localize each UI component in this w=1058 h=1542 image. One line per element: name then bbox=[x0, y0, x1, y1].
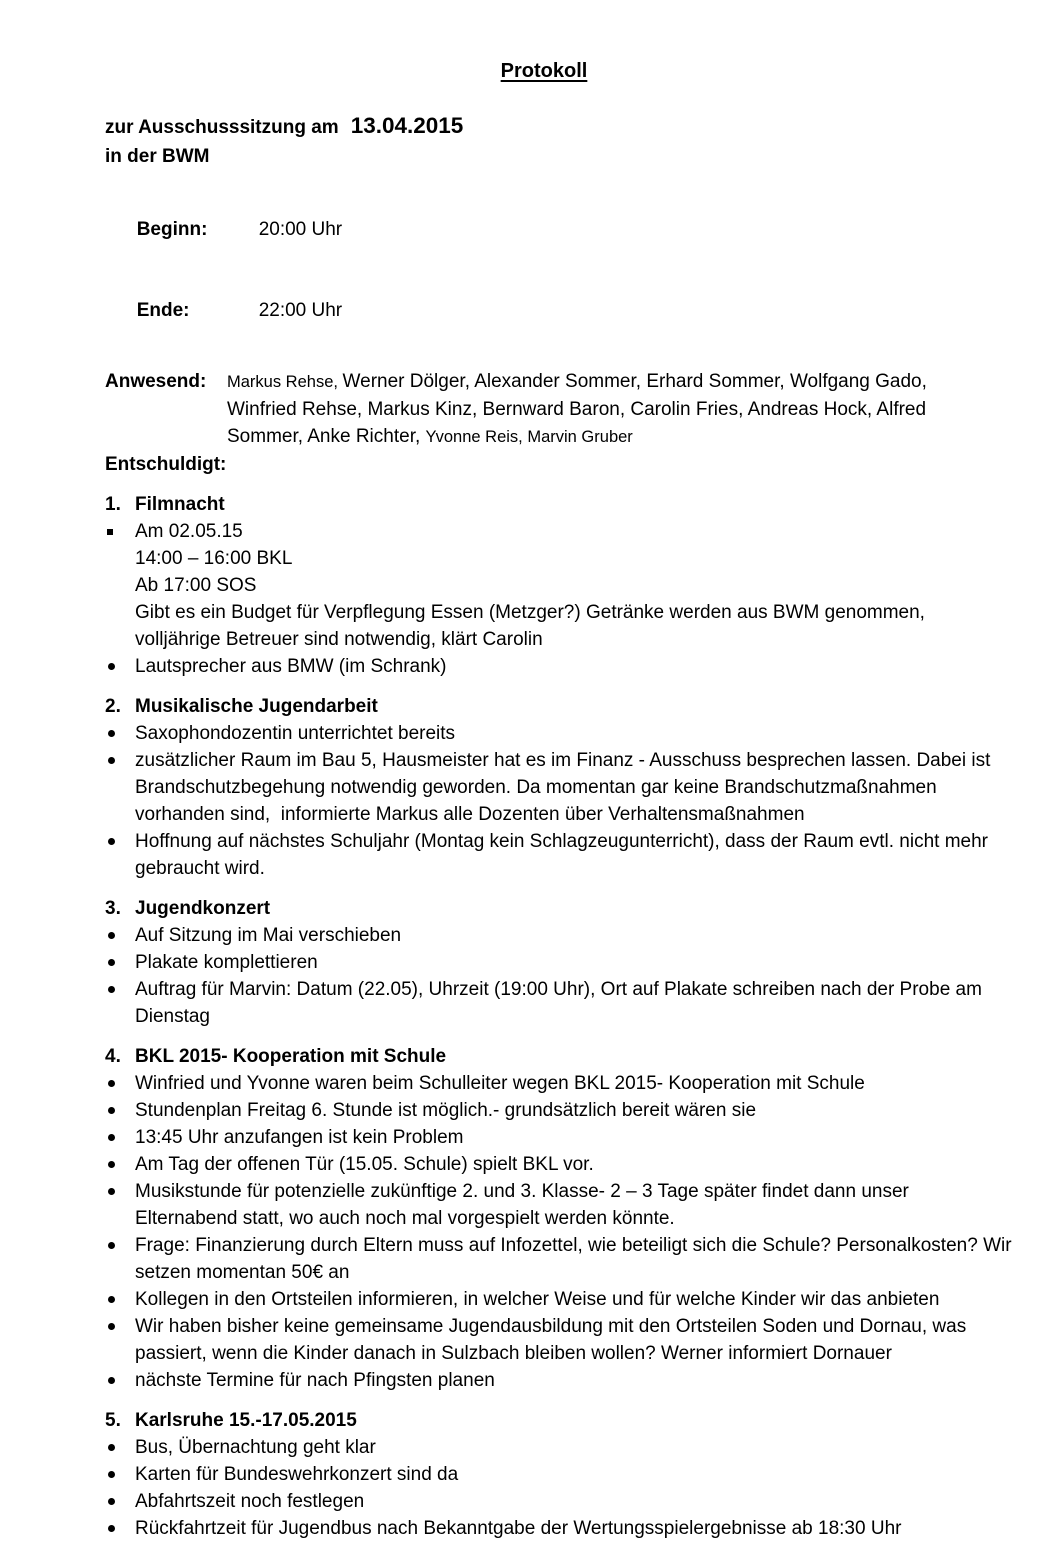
bullet-item bbox=[105, 1367, 1003, 1394]
bullet-item-line: Bus, Übernachtung geht klar bbox=[135, 1437, 376, 1458]
bullet-marker-column bbox=[105, 720, 135, 747]
bullet-dot-marker bbox=[108, 838, 115, 845]
bullet-marker-column bbox=[105, 1232, 135, 1286]
bullet-marker-column bbox=[105, 1286, 135, 1313]
bullet-marker-column bbox=[105, 1367, 135, 1394]
bullet-item-line: 13:45 Uhr anzufangen ist kein Problem bbox=[135, 1127, 464, 1148]
bullet-item-line: passiert, wenn die Kinder danach in Sulzbach bleiben wollen? Werner informiert Dornauer bbox=[135, 1343, 892, 1364]
bullet-item bbox=[105, 1515, 1003, 1542]
bullet-dot-marker bbox=[108, 1471, 115, 1478]
bullet-marker-column bbox=[105, 1488, 135, 1515]
ende-value: 22:00 Uhr bbox=[258, 300, 343, 321]
bullet-dot-marker bbox=[108, 663, 115, 670]
section-number: 1. bbox=[105, 494, 121, 515]
bullet-dot-marker bbox=[108, 1525, 115, 1532]
bullet-item-line: Brandschutzbegehung notwendig geworden. Da momentan gar keine Brandschutzmaßnahmen bbox=[135, 777, 937, 798]
bullet-item-line: Am Tag der offenen Tür (15.05. Schule) spielt BKL vor. bbox=[135, 1154, 594, 1175]
bullet-item-line: Rückfahrtzeit für Jugendbus nach Bekanntgabe der Wertungsspielergebnisse ab 18:30 Uhr bbox=[135, 1518, 902, 1539]
bullet-item-line: setzen momentan 50€ an bbox=[135, 1262, 350, 1283]
attendee-line bbox=[227, 423, 927, 451]
bullet-item-text bbox=[135, 1313, 966, 1367]
bullet-marker-column bbox=[105, 747, 135, 828]
bullet-item-text bbox=[135, 1461, 458, 1488]
bullet-marker-column bbox=[105, 518, 135, 653]
bullet-item-line: Hoffnung auf nächstes Schuljahr (Montag kein Schlagzeugunterricht), dass der Raum evtl. nicht mehr bbox=[135, 831, 988, 852]
bullet-item bbox=[105, 1286, 1003, 1313]
bullet-item-text bbox=[135, 518, 925, 653]
beginn-label: Beginn: bbox=[136, 219, 208, 240]
attendee-name-part: Markus Rehse, bbox=[227, 373, 343, 391]
bullet-dot-marker bbox=[108, 1080, 115, 1087]
bullet-item-text bbox=[135, 1434, 376, 1461]
bullet-item-line: Ab 17:00 SOS bbox=[135, 575, 257, 596]
anwesend-label: Anwesend: bbox=[105, 371, 207, 392]
attendance-block bbox=[105, 368, 1003, 478]
bullet-item-line: Frage: Finanzierung durch Eltern muss auf Infozettel, wie beteiligt sich die Schule? Personalkosten? Wir bbox=[135, 1235, 1012, 1256]
section-heading bbox=[105, 491, 1003, 518]
attendee-line bbox=[227, 396, 927, 423]
bullet-marker-column bbox=[105, 1097, 135, 1124]
bullet-item bbox=[105, 653, 1003, 680]
bullet-dot-marker bbox=[108, 932, 115, 939]
bullet-marker-column bbox=[105, 1070, 135, 1097]
bullet-item bbox=[105, 747, 1003, 828]
section bbox=[105, 1407, 1003, 1542]
sections-container bbox=[105, 491, 1012, 1542]
bullet-dot-marker bbox=[108, 1242, 115, 1249]
bullet-item-line: Plakate komplettieren bbox=[135, 952, 318, 973]
attendee-list bbox=[227, 368, 927, 451]
bullet-item-line: gebraucht wird. bbox=[135, 858, 265, 879]
bullet-marker-column bbox=[105, 828, 135, 882]
section-number: 5. bbox=[105, 1410, 121, 1431]
section-number: 4. bbox=[105, 1046, 121, 1067]
section bbox=[105, 491, 1003, 680]
anwesend-row bbox=[105, 368, 1003, 451]
bullet-marker-column bbox=[105, 1515, 135, 1542]
bullet-marker-column bbox=[105, 1461, 135, 1488]
section-heading bbox=[105, 1407, 1003, 1434]
bullet-dot-marker bbox=[108, 1188, 115, 1195]
bullet-item bbox=[105, 922, 1003, 949]
bullet-item bbox=[105, 1070, 1003, 1097]
bullet-item-line: volljährige Betreuer sind notwendig, klärt Carolin bbox=[135, 629, 543, 650]
bullet-item-line: Saxophondozentin unterrichtet bereits bbox=[135, 723, 456, 744]
bullet-item-text bbox=[135, 922, 401, 949]
bullet-marker-column bbox=[105, 1313, 135, 1367]
bullet-item bbox=[105, 1097, 1003, 1124]
bullet-item-line: Dienstag bbox=[135, 1006, 210, 1027]
section-title: Filmnacht bbox=[135, 494, 225, 515]
section-title: Karlsruhe 15.-17.05.2015 bbox=[135, 1410, 357, 1431]
bullet-item-line: Kollegen in den Ortsteilen informieren, in welcher Weise und für welche Kinder wir das anbieten bbox=[135, 1289, 940, 1310]
meeting-date: 13.04.2015 bbox=[350, 113, 464, 138]
document-title-row bbox=[105, 58, 983, 85]
document-title: Protokoll bbox=[500, 60, 588, 82]
bullet-item bbox=[105, 976, 1003, 1030]
section-heading bbox=[105, 1043, 1003, 1070]
attendee-name-part: Werner Dölger, Alexander Sommer, Erhard Sommer, Wolfgang Gado, bbox=[342, 371, 927, 392]
bullet-item-line: Winfried und Yvonne waren beim Schulleiter wegen BKL 2015- Kooperation mit Schule bbox=[135, 1073, 865, 1094]
bullet-marker-column bbox=[105, 976, 135, 1030]
bullet-marker-column bbox=[105, 1124, 135, 1151]
bullet-item-line: zusätzlicher Raum im Bau 5, Hausmeister hat es im Finanz - Ausschuss besprechen lassen. Dabei ist bbox=[135, 750, 991, 771]
bullet-item-text bbox=[135, 1232, 1012, 1286]
bullet-dot-marker bbox=[108, 1296, 115, 1303]
section bbox=[105, 693, 1003, 882]
bullet-dot-marker bbox=[108, 959, 115, 966]
bullet-item-text bbox=[135, 1124, 463, 1151]
bullet-item-text bbox=[135, 976, 982, 1030]
bullet-dot-marker bbox=[108, 1323, 115, 1330]
bullet-item-line: Auf Sitzung im Mai verschieben bbox=[135, 925, 402, 946]
bullet-item bbox=[105, 828, 1003, 882]
bullet-dot-marker bbox=[108, 1377, 115, 1384]
bullet-item bbox=[105, 1178, 1003, 1232]
bullet-item-line: Abfahrtszeit noch festlegen bbox=[135, 1491, 365, 1512]
section-number: 3. bbox=[105, 898, 121, 919]
bullet-dot-marker bbox=[108, 1161, 115, 1168]
bullet-item bbox=[105, 949, 1003, 976]
bullet-item-line: Auftrag für Marvin: Datum (22.05), Uhrzeit (19:00 Uhr), Ort auf Plakate schreiben nach der Probe am bbox=[135, 979, 982, 1000]
bullet-marker-column bbox=[105, 1178, 135, 1232]
beginn-value: 20:00 Uhr bbox=[258, 219, 343, 240]
entschuldigt-label: Entschuldigt: bbox=[105, 454, 227, 475]
bullet-marker-column bbox=[105, 949, 135, 976]
section bbox=[105, 1043, 1012, 1394]
ende-row bbox=[105, 270, 1003, 351]
bullet-marker-column bbox=[105, 922, 135, 949]
ende-label: Ende: bbox=[136, 300, 190, 321]
bullet-item bbox=[105, 518, 1003, 653]
attendee-name-part: Winfried Rehse, Markus Kinz, Bernward Baron, Carolin Fries, Andreas Hock, Alfred bbox=[227, 399, 927, 420]
bullet-dot-marker bbox=[108, 1498, 115, 1505]
bullet-dot-marker bbox=[108, 986, 115, 993]
attendee-line bbox=[227, 368, 927, 396]
bullet-item-text bbox=[135, 1070, 865, 1097]
bullet-item bbox=[105, 1488, 1003, 1515]
bullet-item bbox=[105, 1461, 1003, 1488]
bullet-item-text bbox=[135, 1286, 939, 1313]
bullet-item-line: Musikstunde für potenzielle zukünftige 2. und 3. Klasse- 2 – 3 Tage später findet dann unser bbox=[135, 1181, 909, 1202]
bullet-item bbox=[105, 1232, 1012, 1286]
bullet-dot-marker bbox=[108, 1107, 115, 1114]
bullet-item-line: Lautsprecher aus BMW (im Schrank) bbox=[135, 656, 447, 677]
time-block bbox=[105, 189, 1003, 351]
bullet-item-text bbox=[135, 720, 455, 747]
bullet-item-text bbox=[135, 1488, 364, 1515]
attendee-name-part: Yvonne Reis, Marvin Gruber bbox=[425, 428, 633, 446]
bullet-marker-column bbox=[105, 1434, 135, 1461]
intro-line-2: in der BWM bbox=[105, 146, 210, 167]
bullet-item-line: Elternabend statt, wo auch noch mal vorgespielt werden könnte. bbox=[135, 1208, 675, 1229]
bullet-item-line: Stundenplan Freitag 6. Stunde ist möglich.- grundsätzlich bereit wären sie bbox=[135, 1100, 757, 1121]
bullet-dot-marker bbox=[108, 1444, 115, 1451]
bullet-item bbox=[105, 1151, 1003, 1178]
section bbox=[105, 895, 1003, 1030]
bullet-item bbox=[105, 1124, 1003, 1151]
section-heading bbox=[105, 693, 1003, 720]
bullet-item-text bbox=[135, 828, 988, 882]
bullet-marker-column bbox=[105, 1151, 135, 1178]
section-heading bbox=[105, 895, 1003, 922]
bullet-item-text bbox=[135, 949, 318, 976]
intro-line-1 bbox=[105, 111, 1003, 142]
bullet-item-line: 14:00 – 16:00 BKL bbox=[135, 548, 293, 569]
bullet-item bbox=[105, 1434, 1003, 1461]
bullet-item-line: Am 02.05.15 bbox=[135, 521, 243, 542]
bullet-item-line: Wir haben bisher keine gemeinsame Jugendausbildung mit den Ortsteilen Soden und Dornau, was bbox=[135, 1316, 967, 1337]
bullet-marker-column bbox=[105, 653, 135, 680]
intro-text: zur Ausschusssitzung am bbox=[105, 117, 339, 138]
bullet-item-text bbox=[135, 1178, 909, 1232]
section-title: BKL 2015- Kooperation mit Schule bbox=[135, 1046, 447, 1067]
bullet-item-line: Gibt es ein Budget für Verpflegung Essen (Metzger?) Getränke werden aus BWM genommen, bbox=[135, 602, 925, 623]
bullet-item-line: vorhanden sind, informierte Markus alle Dozenten über Verhaltensmaßnahmen bbox=[135, 804, 805, 825]
bullet-item bbox=[105, 1313, 1003, 1367]
bullet-item-text bbox=[135, 1097, 756, 1124]
section-number: 2. bbox=[105, 696, 121, 717]
bullet-dot-marker bbox=[108, 757, 115, 764]
bullet-item-line: Karten für Bundeswehrkonzert sind da bbox=[135, 1464, 459, 1485]
bullet-square-marker bbox=[107, 529, 113, 535]
bullet-item bbox=[105, 720, 1003, 747]
bullet-item-text bbox=[135, 653, 447, 680]
bullet-item-text bbox=[135, 1367, 495, 1394]
bullet-item-text bbox=[135, 747, 990, 828]
bullet-item-text bbox=[135, 1151, 594, 1178]
bullet-dot-marker bbox=[108, 730, 115, 737]
attendee-name-part: Sommer, Anke Richter, bbox=[227, 426, 426, 447]
intro-block bbox=[105, 111, 1003, 171]
bullet-dot-marker bbox=[108, 1134, 115, 1141]
beginn-row bbox=[105, 189, 1003, 270]
section-title: Musikalische Jugendarbeit bbox=[135, 696, 378, 717]
bullet-item-line: nächste Termine für nach Pfingsten planen bbox=[135, 1370, 495, 1391]
section-title: Jugendkonzert bbox=[135, 898, 271, 919]
bullet-item-text bbox=[135, 1515, 901, 1542]
